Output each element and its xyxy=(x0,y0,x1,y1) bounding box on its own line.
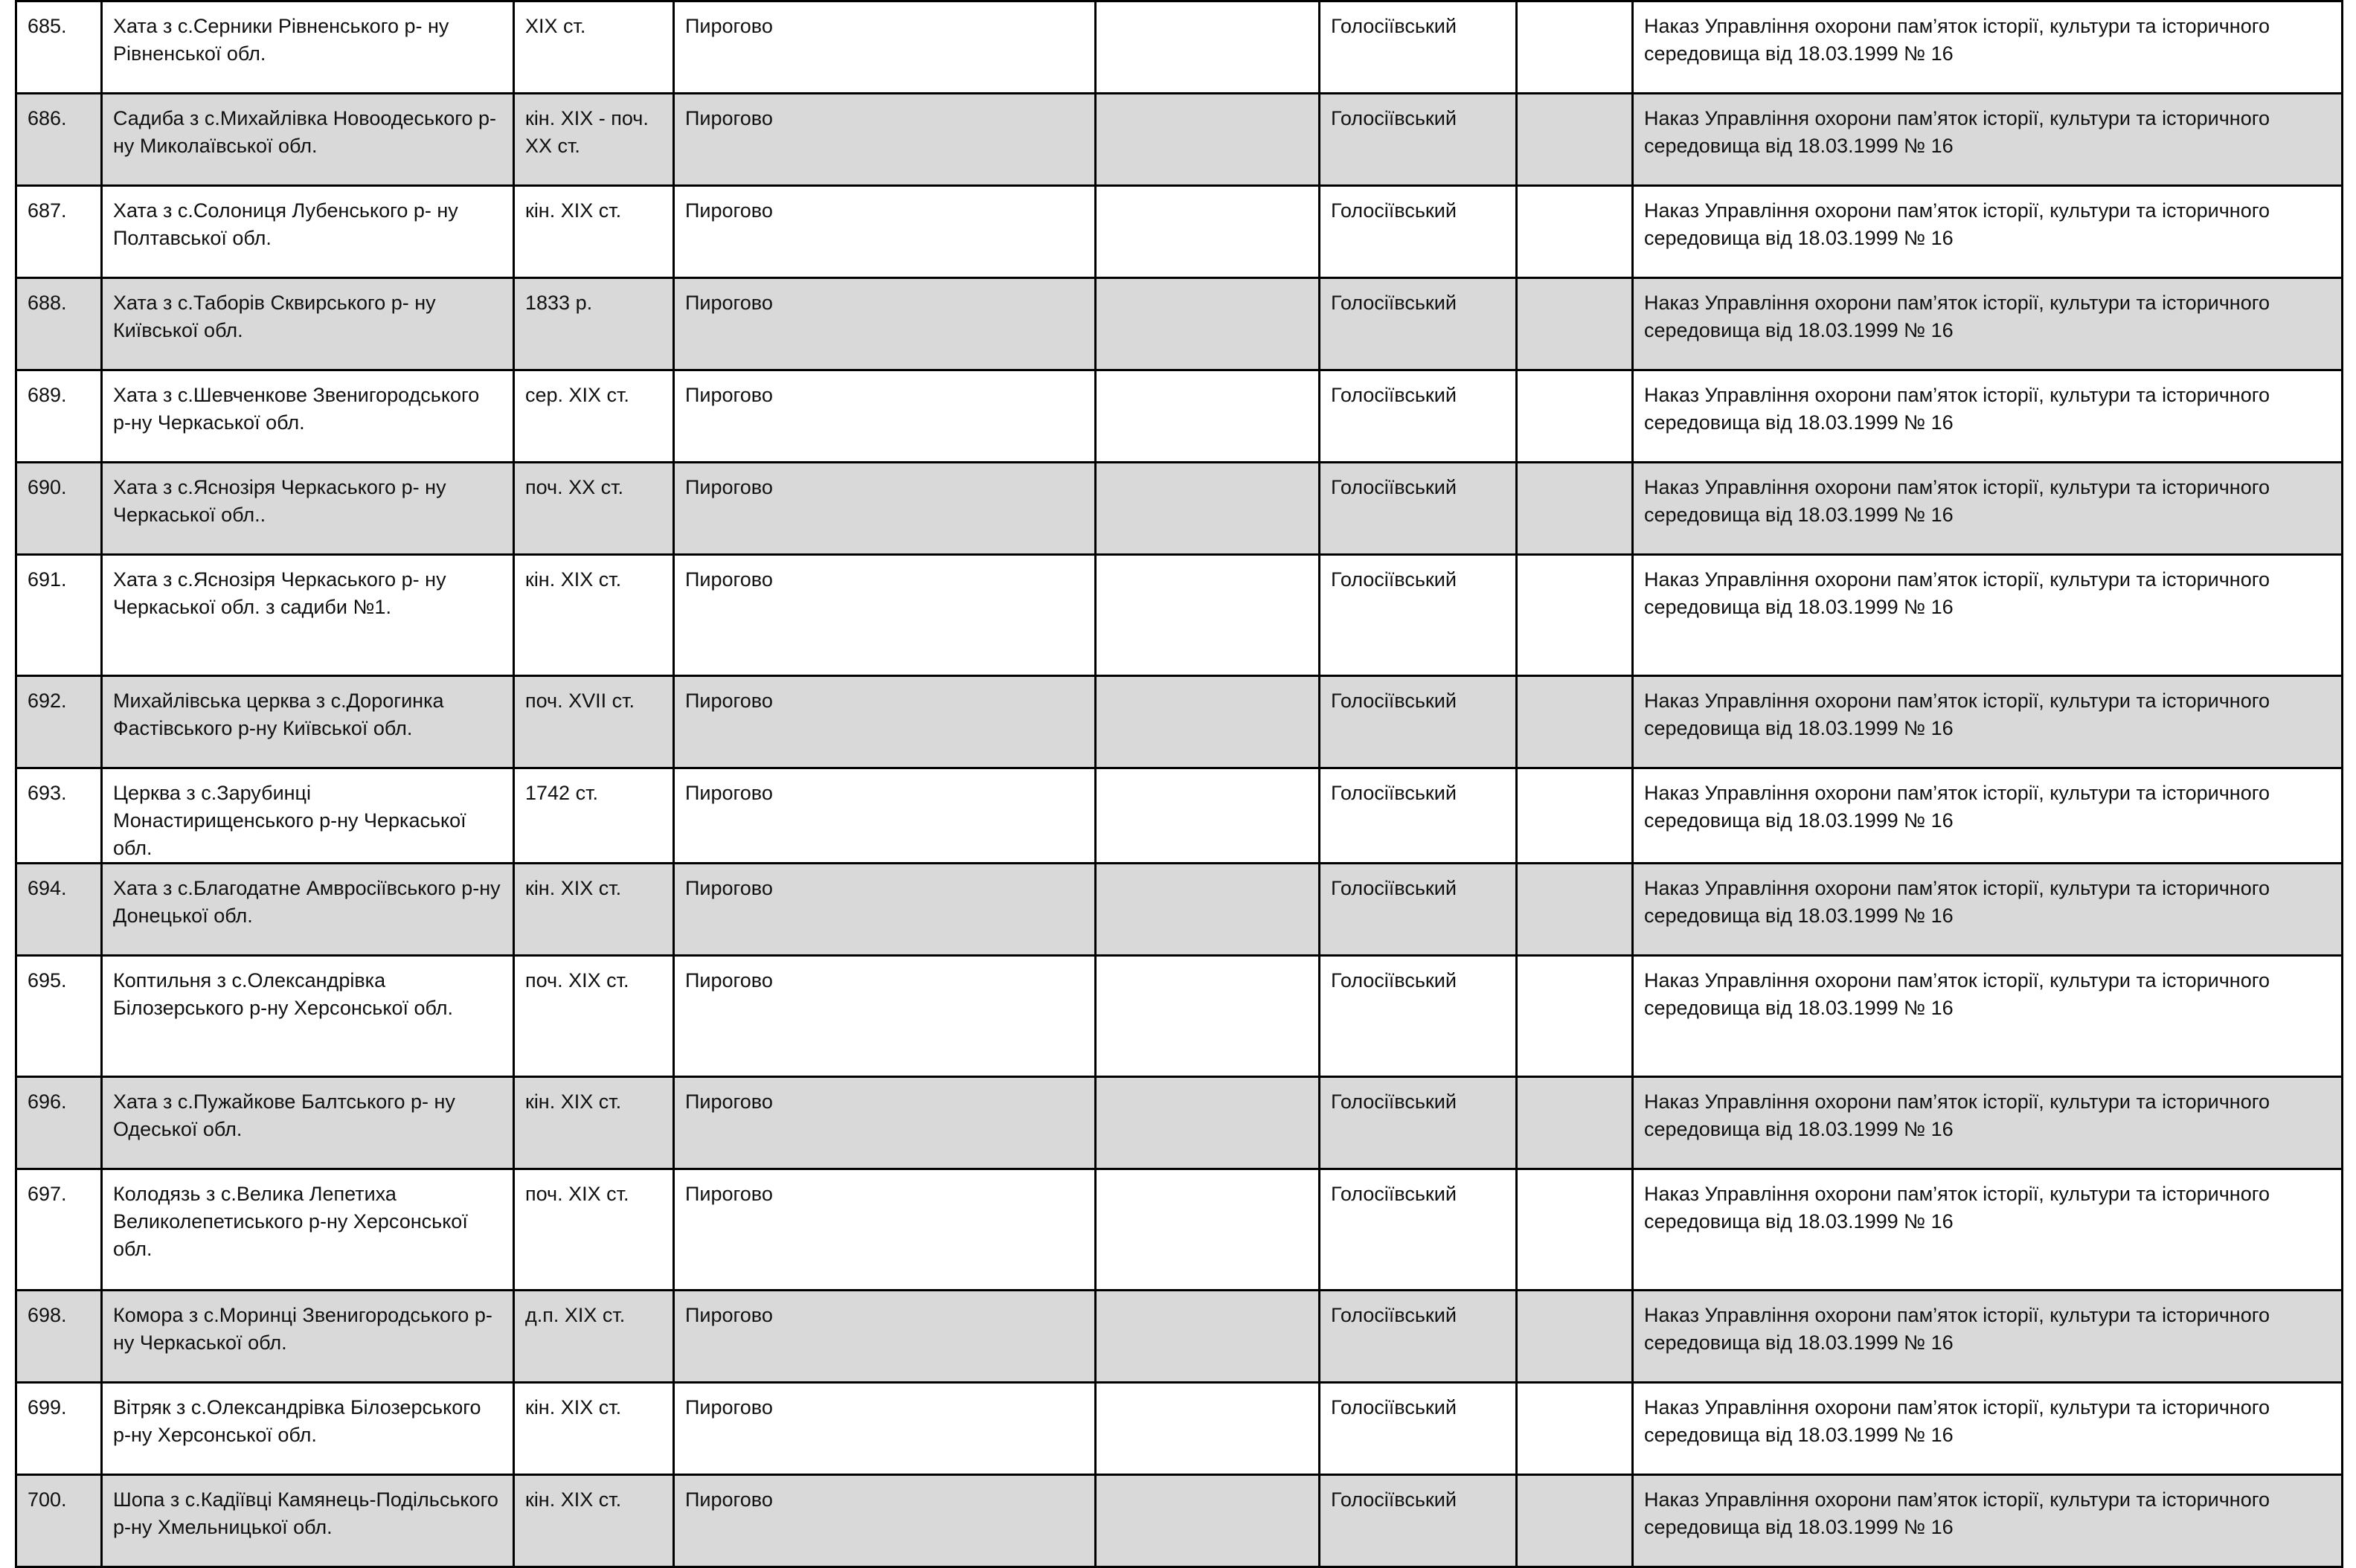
empty-cell xyxy=(1517,555,1633,676)
district: Голосіївський xyxy=(1320,94,1517,186)
empty-cell xyxy=(1096,94,1320,186)
monument-date: поч. ХІХ ст. xyxy=(514,1169,674,1291)
empty-cell xyxy=(1517,1383,1633,1475)
district: Голосіївський xyxy=(1320,186,1517,278)
monument-date: кін. ХІХ ст. xyxy=(514,864,674,956)
empty-cell xyxy=(1096,768,1320,864)
row-number: 686. xyxy=(16,94,102,186)
monument-name: Хата з с.Благодатне Амвросіївського р-ну Донецької обл. xyxy=(102,864,514,956)
monument-date: 1833 р. xyxy=(514,278,674,370)
monument-date: сер. ХІХ ст. xyxy=(514,370,674,463)
table-row xyxy=(16,1,2343,94)
row-number: 699. xyxy=(16,1383,102,1475)
legal-document: Наказ Управління охорони пам’яток історії, культури та історичного середовища від 18.03.1999 № 16 xyxy=(1633,278,2343,370)
empty-cell xyxy=(1096,1077,1320,1169)
table-row xyxy=(16,94,2343,186)
monument-address: Пирогово xyxy=(674,1077,1096,1169)
district: Голосіївський xyxy=(1320,555,1517,676)
monument-address: Пирогово xyxy=(674,956,1096,1077)
monument-name: Хата з с.Шевченкове Звенигородського р-ну Черкаської обл. xyxy=(102,370,514,463)
monument-name: Хата з с.Таборів Сквирського р- ну Київської обл. xyxy=(102,278,514,370)
table-row xyxy=(16,278,2343,370)
monument-address: Пирогово xyxy=(674,676,1096,768)
monument-name: Коптильня з с.Олександрівка Білозерського р-ну Херсонської обл. xyxy=(102,956,514,1077)
legal-document: Наказ Управління охорони пам’яток історії, культури та історичного середовища від 18.03.1999 № 16 xyxy=(1633,864,2343,956)
monument-date: поч. ХІХ ст. xyxy=(514,956,674,1077)
legal-document: Наказ Управління охорони пам’яток історії, культури та історичного середовища від 18.03.1999 № 16 xyxy=(1633,1383,2343,1475)
monument-address: Пирогово xyxy=(674,370,1096,463)
monument-name: Вітряк з с.Олександрівка Білозерського р-ну Херсонської обл. xyxy=(102,1383,514,1475)
legal-document: Наказ Управління охорони пам’яток історії, культури та історичного середовища від 18.03.1999 № 16 xyxy=(1633,555,2343,676)
legal-document: Наказ Управління охорони пам’яток історії, культури та історичного середовища від 18.03.1999 № 16 xyxy=(1633,676,2343,768)
table-row xyxy=(16,1291,2343,1383)
district: Голосіївський xyxy=(1320,278,1517,370)
legal-document: Наказ Управління охорони пам’яток історії, культури та історичного середовища від 18.03.1999 № 16 xyxy=(1633,463,2343,555)
district: Голосіївський xyxy=(1320,1169,1517,1291)
monument-address: Пирогово xyxy=(674,768,1096,864)
legal-document: Наказ Управління охорони пам’яток історії, культури та історичного середовища від 18.03.1999 № 16 xyxy=(1633,1291,2343,1383)
row-number: 691. xyxy=(16,555,102,676)
district: Голосіївський xyxy=(1320,768,1517,864)
district: Голосіївський xyxy=(1320,956,1517,1077)
district: Голосіївський xyxy=(1320,676,1517,768)
monument-date: д.п. ХІХ ст. xyxy=(514,1291,674,1383)
monument-name: Колодязь з с.Велика Лепетиха Великолепетиського р-ну Херсонської обл. xyxy=(102,1169,514,1291)
monument-date: кін. ХІХ ст. xyxy=(514,1475,674,1567)
monument-date: кін. ХІХ ст. xyxy=(514,1383,674,1475)
monument-address: Пирогово xyxy=(674,1169,1096,1291)
empty-cell xyxy=(1096,1291,1320,1383)
empty-cell xyxy=(1517,676,1633,768)
district: Голосіївський xyxy=(1320,463,1517,555)
monument-date: поч. ХХ ст. xyxy=(514,463,674,555)
row-number: 698. xyxy=(16,1291,102,1383)
monument-name: Садиба з с.Михайлівка Новоодеського р-ну Миколаївської обл. xyxy=(102,94,514,186)
monument-address: Пирогово xyxy=(674,1383,1096,1475)
legal-document: Наказ Управління охорони пам’яток історії, культури та історичного середовища від 18.03.1999 № 16 xyxy=(1633,94,2343,186)
empty-cell xyxy=(1517,1475,1633,1567)
row-number: 697. xyxy=(16,1169,102,1291)
table-row xyxy=(16,768,2343,864)
row-number: 695. xyxy=(16,956,102,1077)
row-number: 688. xyxy=(16,278,102,370)
empty-cell xyxy=(1096,555,1320,676)
district: Голосіївський xyxy=(1320,1,1517,94)
table-row xyxy=(16,676,2343,768)
monument-name: Хата з с.Пужайкове Балтського р- ну Одеської обл. xyxy=(102,1077,514,1169)
row-number: 700. xyxy=(16,1475,102,1567)
legal-document: Наказ Управління охорони пам’яток історії, культури та історичного середовища від 18.03.1999 № 16 xyxy=(1633,1,2343,94)
monument-address: Пирогово xyxy=(674,94,1096,186)
monument-address: Пирогово xyxy=(674,1291,1096,1383)
empty-cell xyxy=(1096,463,1320,555)
empty-cell xyxy=(1517,768,1633,864)
table-row xyxy=(16,463,2343,555)
empty-cell xyxy=(1096,956,1320,1077)
empty-cell xyxy=(1096,1169,1320,1291)
monument-name: Хата з с.Яснозіря Черкаського р- ну Черкаської обл.. xyxy=(102,463,514,555)
monument-name: Михайлівська церква з с.Дорогинка Фастівського р-ну Київської обл. xyxy=(102,676,514,768)
row-number: 694. xyxy=(16,864,102,956)
monument-date: кін. ХІХ ст. xyxy=(514,555,674,676)
empty-cell xyxy=(1517,956,1633,1077)
empty-cell xyxy=(1517,864,1633,956)
table-row xyxy=(16,956,2343,1077)
monument-date: кін. ХІХ - поч. ХХ ст. xyxy=(514,94,674,186)
district: Голосіївський xyxy=(1320,1475,1517,1567)
legal-document: Наказ Управління охорони пам’яток історії, культури та історичного середовища від 18.03.1999 № 16 xyxy=(1633,1169,2343,1291)
district: Голосіївський xyxy=(1320,1383,1517,1475)
district: Голосіївський xyxy=(1320,1291,1517,1383)
monument-date: ХІХ ст. xyxy=(514,1,674,94)
monument-date: поч. ХVІІ ст. xyxy=(514,676,674,768)
monument-address: Пирогово xyxy=(674,555,1096,676)
empty-cell xyxy=(1096,676,1320,768)
monument-name: Хата з с.Солониця Лубенського р- ну Полтавської обл. xyxy=(102,186,514,278)
legal-document: Наказ Управління охорони пам’яток історії, культури та історичного середовища від 18.03.1999 № 16 xyxy=(1633,186,2343,278)
empty-cell xyxy=(1517,370,1633,463)
monument-address: Пирогово xyxy=(674,278,1096,370)
monument-name: Церква з с.Зарубинці Монастирищенського р-ну Черкаської обл. xyxy=(102,768,514,864)
empty-cell xyxy=(1517,1077,1633,1169)
empty-cell xyxy=(1517,278,1633,370)
row-number: 690. xyxy=(16,463,102,555)
district: Голосіївський xyxy=(1320,1077,1517,1169)
monument-address: Пирогово xyxy=(674,186,1096,278)
empty-cell xyxy=(1096,864,1320,956)
row-number: 689. xyxy=(16,370,102,463)
empty-cell xyxy=(1517,94,1633,186)
monuments-table xyxy=(15,0,2343,1568)
row-number: 696. xyxy=(16,1077,102,1169)
row-number: 692. xyxy=(16,676,102,768)
monument-name: Хата з с.Яснозіря Черкаського р- ну Черкаської обл. з садиби №1. xyxy=(102,555,514,676)
table-row xyxy=(16,864,2343,956)
monument-address: Пирогово xyxy=(674,864,1096,956)
empty-cell xyxy=(1517,1169,1633,1291)
empty-cell xyxy=(1517,186,1633,278)
empty-cell xyxy=(1517,463,1633,555)
monument-name: Шопа з с.Кадіївці Камянець-Подільського р-ну Хмельницької обл. xyxy=(102,1475,514,1567)
row-number: 687. xyxy=(16,186,102,278)
legal-document: Наказ Управління охорони пам’яток історії, культури та історичного середовища від 18.03.1999 № 16 xyxy=(1633,1475,2343,1567)
monument-address: Пирогово xyxy=(674,1,1096,94)
legal-document: Наказ Управління охорони пам’яток історії, культури та історичного середовища від 18.03.1999 № 16 xyxy=(1633,956,2343,1077)
monument-date: 1742 ст. xyxy=(514,768,674,864)
empty-cell xyxy=(1096,278,1320,370)
row-number: 693. xyxy=(16,768,102,864)
monument-name: Хата з с.Серники Рівненського р- ну Рівненської обл. xyxy=(102,1,514,94)
legal-document: Наказ Управління охорони пам’яток історії, культури та історичного середовища від 18.03.1999 № 16 xyxy=(1633,768,2343,864)
district: Голосіївський xyxy=(1320,370,1517,463)
table-row xyxy=(16,370,2343,463)
district: Голосіївський xyxy=(1320,864,1517,956)
empty-cell xyxy=(1096,370,1320,463)
table-row xyxy=(16,555,2343,676)
table-row xyxy=(16,1383,2343,1475)
monument-date: кін. ХІХ ст. xyxy=(514,1077,674,1169)
monument-name: Комора з с.Моринці Звенигородського р-ну Черкаської обл. xyxy=(102,1291,514,1383)
legal-document: Наказ Управління охорони пам’яток історії, культури та історичного середовища від 18.03.1999 № 16 xyxy=(1633,1077,2343,1169)
empty-cell xyxy=(1096,1,1320,94)
legal-document: Наказ Управління охорони пам’яток історії, культури та історичного середовища від 18.03.1999 № 16 xyxy=(1633,370,2343,463)
empty-cell xyxy=(1096,186,1320,278)
table-row xyxy=(16,1475,2343,1567)
row-number: 685. xyxy=(16,1,102,94)
table-row xyxy=(16,1169,2343,1291)
monument-address: Пирогово xyxy=(674,1475,1096,1567)
empty-cell xyxy=(1517,1291,1633,1383)
table-row xyxy=(16,186,2343,278)
empty-cell xyxy=(1096,1475,1320,1567)
empty-cell xyxy=(1517,1,1633,94)
monument-date: кін. ХІХ ст. xyxy=(514,186,674,278)
empty-cell xyxy=(1096,1383,1320,1475)
monument-address: Пирогово xyxy=(674,463,1096,555)
table-row xyxy=(16,1077,2343,1169)
